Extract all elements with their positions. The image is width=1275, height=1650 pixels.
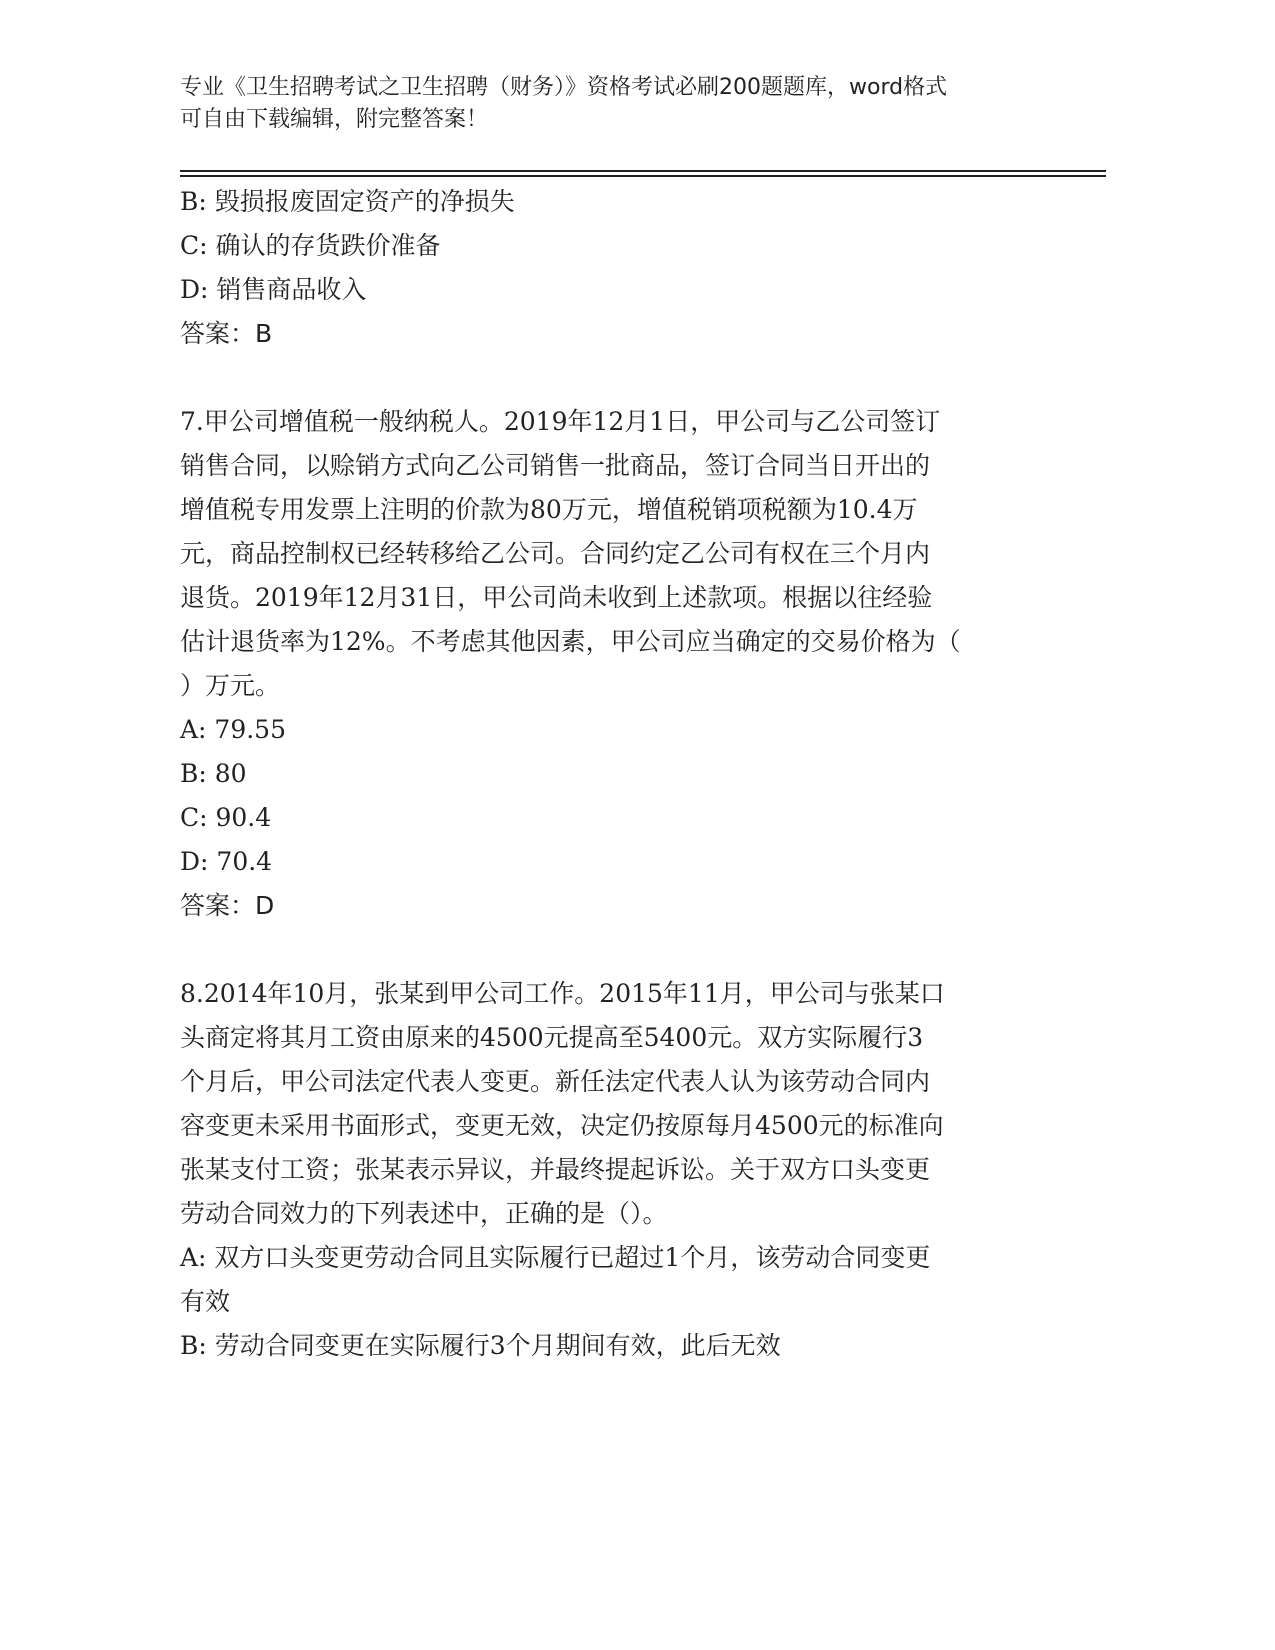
option-c: C: 90.4 — [180, 803, 272, 832]
question-line: 销售合同，以赊销方式向乙公司销售一批商品，签订合同当日开出的 — [180, 451, 931, 480]
question-8 — [180, 972, 1060, 1368]
header-rule-bottom — [180, 175, 1106, 177]
option-b: B: 80 — [180, 759, 247, 788]
header-line-2: 可自由下载编辑，附完整答案！ — [180, 107, 489, 132]
prev-question — [180, 180, 1060, 356]
question-line: 个月后，甲公司法定代表人变更。新任法定代表人认为该劳动合同内 — [180, 1067, 931, 1096]
answer: 答案：D — [180, 891, 275, 920]
question-7 — [180, 400, 1060, 928]
question-line: 增值税专用发票上注明的价款为80万元，增值税销项税额为10.4万 — [180, 495, 918, 524]
option-d: D: 70.4 — [180, 847, 273, 876]
question-line: 张某支付工资；张某表示异议，并最终提起诉讼。关于双方口头变更 — [180, 1155, 931, 1184]
question-line: 8.2014年10月，张某到甲公司工作。2015年11月，甲公司与张某口 — [180, 979, 945, 1008]
option-a-continued: 有效 — [180, 1287, 231, 1316]
option-b: B: 毁损报废固定资产的净损失 — [180, 187, 515, 216]
option-c: C: 确认的存货跌价准备 — [180, 231, 441, 260]
answer: 答案：B — [180, 319, 273, 348]
header-line-1: 专业《卫生招聘考试之卫生招聘（财务）》资格考试必刷200题题库，word格式 — [180, 75, 948, 100]
question-line: 估计退货率为12%。不考虑其他因素，甲公司应当确定的交易价格为（ — [180, 627, 961, 656]
question-line: 元，商品控制权已经转移给乙公司。合同约定乙公司有权在三个月内 — [180, 539, 931, 568]
question-line: 容变更未采用书面形式，变更无效，决定仍按原每月4500元的标准向 — [180, 1111, 944, 1140]
question-line: 劳动合同效力的下列表述中，正确的是（）。 — [180, 1199, 668, 1228]
question-line: 7.甲公司增值税一般纳税人。2019年12月1日，甲公司与乙公司签订 — [180, 407, 941, 436]
header-rule-top — [180, 170, 1106, 172]
option-d: D: 销售商品收入 — [180, 275, 367, 304]
document-body — [180, 180, 1060, 1368]
question-line: 头商定将其月工资由原来的4500元提高至5400元。双方实际履行3 — [180, 1023, 924, 1052]
option-a: A: 79.55 — [180, 715, 286, 744]
option-b: B: 劳动合同变更在实际履行3个月期间有效，此后无效 — [180, 1331, 781, 1360]
question-line: ）万元。 — [180, 671, 281, 700]
question-line: 退货。2019年12月31日，甲公司尚未收到上述款项。根据以往经验 — [180, 583, 933, 612]
option-a: A: 双方口头变更劳动合同且实际履行已超过1个月，该劳动合同变更 — [180, 1243, 931, 1272]
document-header — [180, 72, 1040, 136]
